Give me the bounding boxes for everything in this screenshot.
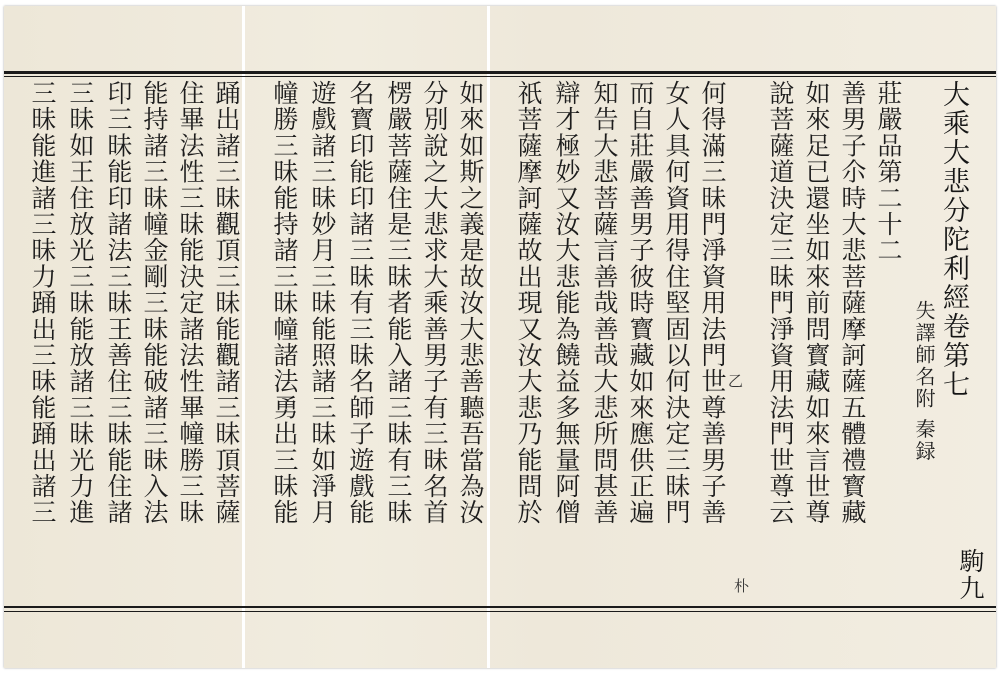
text-column: 楞嚴菩薩住是三昧者能入諸三昧有三昧: [384, 80, 413, 526]
text-column: 幢勝三昧能持諸三昧幢諸法勇出三昧能: [270, 80, 299, 526]
text-column: 何得滿三昧門淨資用法門世尊善男子善: [698, 80, 727, 526]
text-column: 知告大悲菩薩言善哉善哉大悲所問甚善: [590, 80, 619, 526]
top-border-thin-rule: [4, 76, 996, 77]
text-column: 能持諸三昧幢金剛三昧能破諸三昧入法: [140, 80, 169, 526]
text-column: 遊戲諸三昧妙月三昧能照諸三昧如淨月: [308, 80, 337, 526]
text-column: 三昧如王住放光三昧能放諸三昧光力進: [66, 80, 95, 526]
text-column: 說菩薩道決定三昧門淨資用法門世尊云: [766, 80, 795, 526]
volume-mark: 駒九: [956, 548, 985, 602]
bottom-border-thin-rule: [4, 611, 996, 612]
top-border-rule: [4, 71, 996, 74]
text-column: 三昧能進諸三昧力踊出三昧能踊出諸三: [28, 80, 57, 526]
text-column: 名寳印能印諸三昧有三昧名師子遊戲能: [346, 80, 375, 526]
translator-note: 失譯師名附 秦録: [912, 300, 936, 463]
text-column: 莊嚴品第二十二: [874, 80, 903, 264]
text-column: 辯才極妙又汝大悲能為饒益多無量阿僧: [552, 80, 581, 526]
text-column: 如來如斯之義是故汝大悲善聽吾當為汝: [456, 80, 485, 526]
text-column: 分別說之大悲求大乘善男子有三昧名首: [420, 80, 449, 526]
margin-mark: 乙: [728, 372, 744, 390]
text-column: 踊出諸三昧觀頂三昧能觀諸三昧頂菩薩: [212, 80, 241, 526]
text-column: 住畢法性三昧能決定諸法性畢幢勝三昧: [176, 80, 205, 526]
text-column: 而自莊嚴善男子彼時寳藏如來應供正遍: [626, 80, 655, 526]
text-column: 祇菩薩摩訶薩故出現又汝大悲乃能問於: [514, 80, 543, 526]
bottom-border-rule: [4, 606, 996, 608]
sutra-title: 大乘大悲分陀利經卷第七: [938, 80, 969, 399]
margin-mark: 朴: [734, 577, 750, 595]
text-column: 女人具何資用得住堅固以何決定三昧門: [662, 80, 691, 526]
text-column: 如來足已還坐如來前問寳藏如來言世尊: [802, 80, 831, 526]
text-column: 印三昧能印諸法三昧王善住三昧能住諸: [104, 80, 133, 526]
text-column: 善男子尒時大悲菩薩摩訶薩五體禮寳藏: [838, 80, 867, 526]
